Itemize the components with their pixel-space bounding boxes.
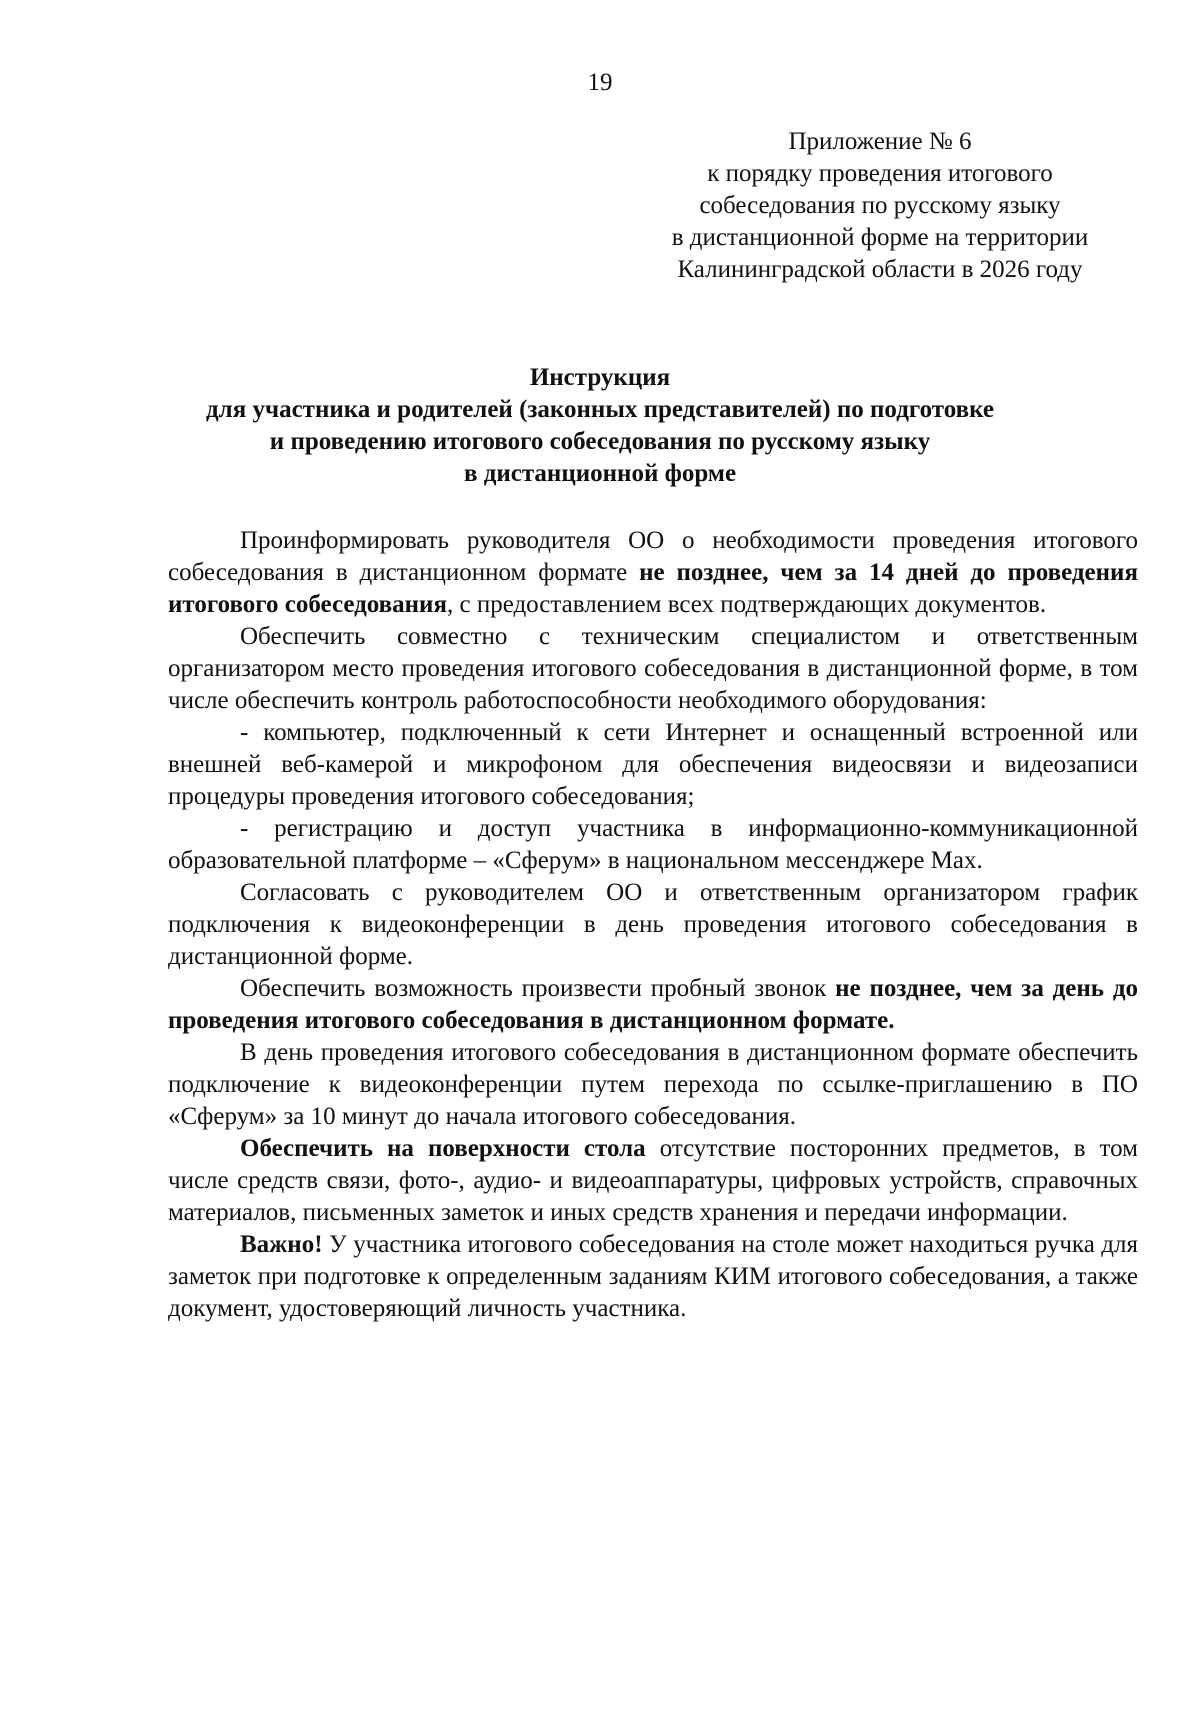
paragraph-inform-head: [168, 525, 1138, 621]
paragraph-desk-surface: [168, 1133, 1138, 1229]
title-line: в дистанционной форме: [463, 460, 737, 487]
paragraph-important-note: [168, 1229, 1138, 1325]
appendix-line: Калининградской области в 2026 году: [677, 256, 1083, 283]
paragraph-connect: В день проведения итогового собеседования в дистанционном формате обеспечить подключение к видеоконференции путем перехода по ссылке-приглашению в ПО «Сферум» за 10 минут до начала итогового собеседования.: [168, 1039, 1138, 1130]
title-line: для участника и родителей (законных представителей) по подготовке: [206, 396, 994, 423]
paragraph-text: Проинформировать руководителя ОО о необходимости проведения итогового собеседования в дистанционном формате: [168, 527, 1138, 586]
appendix-line: Приложение № 6: [788, 128, 972, 155]
paragraph-bold-text: Важно!: [240, 1231, 323, 1258]
appendix-line: в дистанционной форме на территории: [671, 224, 1089, 251]
paragraph-registration-item: - регистрацию и доступ участника в информационно-коммуникационной образовательной платформе – «Сферум» в национальном мессенджере Max.: [168, 815, 1138, 874]
paragraph-bold-text: не позднее, чем за 14 дней до проведения итогового собеседования: [168, 559, 1138, 618]
page-number: 19: [587, 69, 613, 96]
paragraph-text: Обеспечить возможность произвести пробный звонок: [240, 975, 836, 1002]
appendix-line: собеседования по русскому языку: [699, 192, 1061, 219]
paragraph-bold-text: не позднее, чем за день до проведения итогового собеседования в дистанционном формате.: [168, 975, 1138, 1034]
paragraph-schedule: Согласовать с руководителем ОО и ответственным организатором график подключения к видеоконференции в день проведения итогового собеседования в дистанционной форме.: [168, 879, 1138, 970]
paragraph-computer-item: - компьютер, подключенный к сети Интернет и оснащенный встроенной или внешней веб-камерой и микрофоном для обеспечения видеосвязи и видеозаписи процедуры проведения итогового собеседования;: [168, 719, 1138, 810]
paragraph-test-call: [168, 973, 1138, 1037]
paragraph-text: , с предоставлением всех подтверждающих документов.: [446, 591, 1047, 618]
document-title: [0, 362, 1200, 490]
appendix-heading: [620, 126, 1140, 286]
document-body: [168, 525, 1138, 1325]
paragraph-text: отсутствие посторонних предметов, в том числе средств связи, фото-, аудио- и видеоаппаратуры, цифровых устройств, справочных материалов, письменных заметок и иных средств хранения и передачи информации.: [168, 1135, 1138, 1226]
title-line: Инструкция: [529, 364, 671, 391]
paragraph-bold-text: Обеспечить на поверхности стола: [240, 1135, 646, 1162]
title-line: и проведению итогового собеседования по русскому языку: [269, 428, 931, 455]
paragraph-text: У участника итогового собеседования на столе может находиться ручка для заметок при подготовке к определенным заданиям КИМ итогового собеседования, а также документ, удостоверяющий личность участника.: [168, 1231, 1138, 1322]
appendix-line: к порядку проведения итогового: [707, 160, 1053, 187]
paragraph-prepare-place: Обеспечить совместно с техническим специалистом и ответственным организатором место проведения итогового собеседования в дистанционной форме, в том числе обеспечить контроль работоспособности необходимого оборудования:: [168, 623, 1138, 714]
